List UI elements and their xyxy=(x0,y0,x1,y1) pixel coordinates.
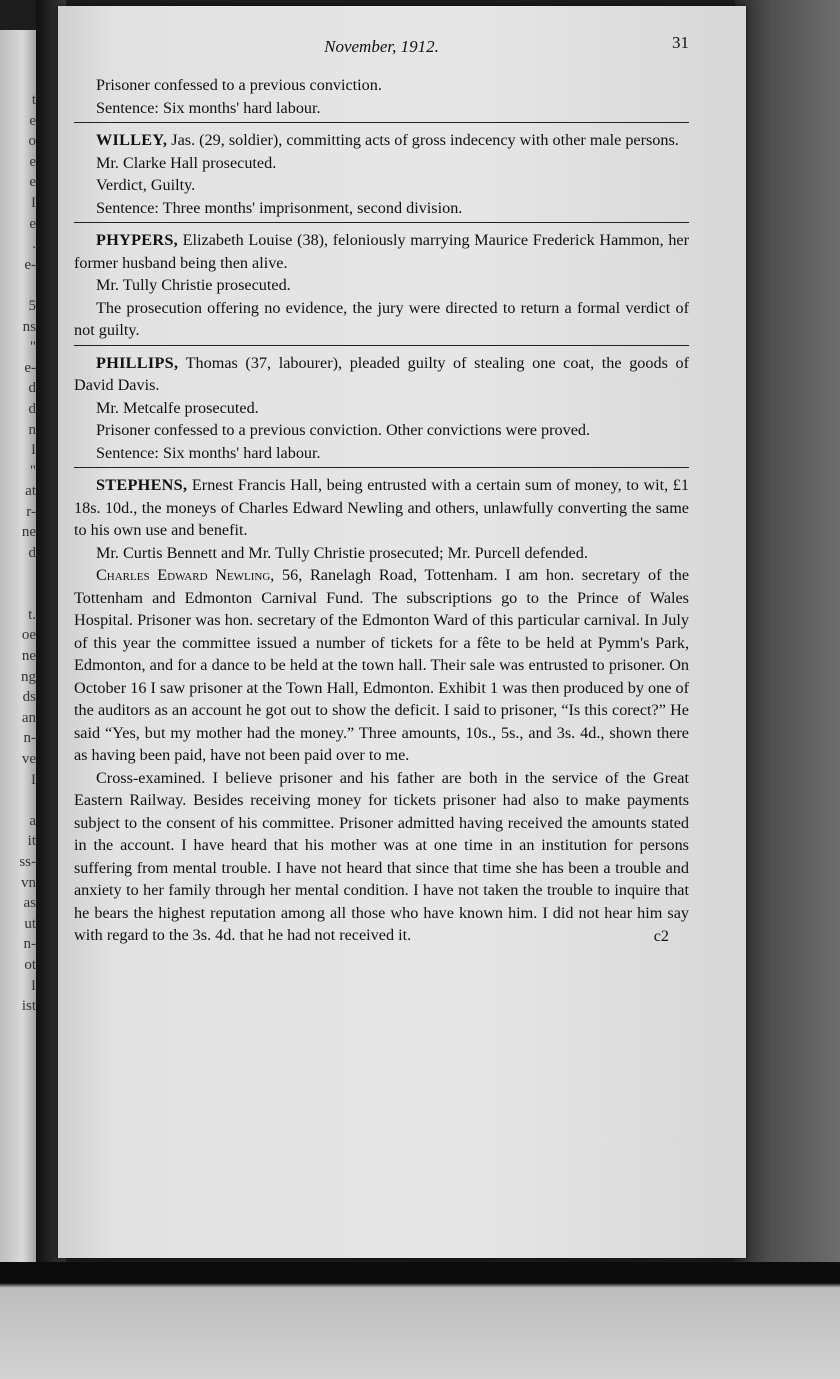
page-number: 31 xyxy=(672,33,689,52)
facing-page-fragment: n xyxy=(28,421,36,438)
facing-page-fragment: a xyxy=(29,812,36,829)
facing-page-fragment: d xyxy=(28,380,36,397)
case-line: Mr. Curtis Bennett and Mr. Tully Christie prosecuted; Mr. Purcell defended. xyxy=(96,543,588,562)
facing-page-fragment: an xyxy=(21,709,36,726)
facing-page-fragment: ss- xyxy=(19,853,36,870)
signature-mark: c2 xyxy=(653,926,669,945)
witness-testimony xyxy=(74,564,689,767)
facing-page-fragment: ne xyxy=(21,524,36,541)
facing-page-fragment: ns xyxy=(22,318,36,335)
facing-page-fragment: I xyxy=(31,194,36,211)
book-page xyxy=(58,6,746,1258)
facing-page-fragment: I xyxy=(31,771,36,788)
facing-page-fragment: n- xyxy=(23,730,36,747)
facing-page-fragment: ne xyxy=(21,648,36,665)
facing-page-fragment xyxy=(2,790,36,811)
defendant-name: PHILLIPS, xyxy=(96,353,179,372)
facing-page-fragment: e xyxy=(29,153,36,170)
facing-page-edge-text xyxy=(2,90,36,1017)
case-line: The prosecution offering no evidence, the jury were directed to return a formal verdict of not guilty. xyxy=(74,298,689,339)
facing-page-fragment: at xyxy=(25,483,36,500)
case-heading xyxy=(74,129,689,152)
scan-background-right xyxy=(735,0,840,1379)
charge-text: Ernest Francis Hall, being entrusted with a certain sum of money, to wit, £1 18s. 10d., the moneys of Charles Edward Newling and others, unlawfully converting the same to his own use and benefit. xyxy=(74,476,689,539)
defendant-name: STEPHENS, xyxy=(96,476,188,494)
continued-paragraph: Prisoner confessed to a previous conviction. xyxy=(96,76,382,94)
facing-page-fragment xyxy=(2,275,36,296)
case-heading xyxy=(74,474,689,542)
page-date-title: November, 1912. xyxy=(324,37,439,56)
case-line: Sentence: Six months' hard labour. xyxy=(96,443,321,462)
defendant-name: WILLEY, xyxy=(96,131,168,149)
case-line: Mr. Metcalfe prosecuted. xyxy=(96,398,259,417)
case-divider xyxy=(74,222,689,223)
case-heading xyxy=(74,229,689,274)
facing-page-fragment: I xyxy=(31,442,36,459)
facing-page-fragment: d xyxy=(28,545,36,562)
continued-sentence: Sentence: Six months' hard labour. xyxy=(96,98,321,117)
facing-page-fragment: t. xyxy=(28,606,36,623)
facing-page-fragment: e- xyxy=(24,359,36,376)
case-line: Sentence: Three months' imprisonment, second division. xyxy=(96,198,463,217)
facing-page-fragment: . xyxy=(32,236,36,253)
facing-page-fragment: 5 xyxy=(28,297,36,314)
charge-text: Elizabeth Louise (38), feloniously marrying Maurice Frederick Hammon, her former husband being then alive. xyxy=(74,231,689,272)
facing-page-fragment: t xyxy=(31,92,36,108)
facing-page-fragment: r- xyxy=(26,503,36,520)
facing-page-fragment: ve xyxy=(21,751,36,767)
facing-page-fragment: ist xyxy=(21,998,36,1015)
cross-examination: Cross-examined. I believe prisoner and his father are both in the service of the Great Eastern Railway. Besides receiving money for tickets prisoner had also to make payments subject to the consent of his committee. Prisoner admitted having received the amounts stated in the account. I have heard that his mother was at one time in an institution for persons suffering from mental trouble. I have not heard that since that time she has been a trouble and anxiety to her family through her mental condition. I have not taken the trouble to inquire that he bears the highest reputation among all those who have known him. I did not hear him say with regard to the 3s. 4d. that he had not received it. xyxy=(74,768,689,944)
case-line: Prisoner confessed to a previous conviction. Other convictions were proved. xyxy=(96,421,591,439)
facing-page-fragment: " xyxy=(29,339,36,356)
case-divider xyxy=(74,122,689,123)
facing-page-fragment: e- xyxy=(24,256,36,273)
facing-page-fragment: I xyxy=(31,977,36,994)
scan-background-bottom xyxy=(0,1262,840,1379)
facing-page-fragment: oe xyxy=(21,627,36,644)
charge-text: Jas. (29, soldier), committing acts of gross indecency with other male persons. xyxy=(167,131,679,149)
facing-page-fragment: as xyxy=(23,895,36,912)
running-head xyxy=(74,33,689,74)
facing-page-fragment: ng xyxy=(21,668,36,685)
facing-page-fragment: e xyxy=(29,215,36,232)
case-line: Mr. Tully Christie prosecuted. xyxy=(96,276,291,294)
case-divider xyxy=(74,345,689,346)
facing-page-fragment: ds xyxy=(22,689,36,706)
facing-page-fragment: ot xyxy=(24,956,36,973)
witness-name: Charles Edward Newling, xyxy=(96,566,275,584)
facing-page-fragment: e xyxy=(29,174,36,191)
case-divider xyxy=(74,467,689,468)
case-heading xyxy=(74,352,689,397)
witness-text: 56, Ranelagh Road, Tottenham. I am hon. secretary of the Tottenham and Edmonton Carnival Fund. The subscriptions go to the Prince of Wales Hospital. Prisoner was hon. secretary of the Edmonton Ward of this particular carnival. In July of this year the committee issued a number of tickets for a fête to be held at Pymm's Park, Edmonton, and for a dance to be held at the town hall. Their sale was entrusted to prisoner. On October 16 I saw prisoner at the Town Hall, Edmonton. Exhibit 1 was then produced by one of the auditors as an account he got out to show the deficit. I said to prisoner, “Is this corect?” He said “Yes, but my mother had the money.” Three amounts, 10s., 5s., and 3s. 4d., shown there as having been paid, have not been paid over to me. xyxy=(74,566,689,764)
case-line: Mr. Clarke Hall prosecuted. xyxy=(96,153,277,172)
charge-text: Thomas (37, labourer), pleaded guilty of stealing one coat, the goods of David Davis. xyxy=(74,353,689,394)
facing-page-fragment xyxy=(2,564,36,585)
case-line: Verdict, Guilty. xyxy=(96,176,196,194)
facing-page-fragment: vn xyxy=(21,874,36,891)
facing-page-fragment: o xyxy=(28,133,36,150)
facing-page-fragment: it xyxy=(27,833,36,850)
facing-page-fragment: d xyxy=(28,400,36,417)
defendant-name: PHYPERS, xyxy=(96,231,178,249)
facing-page-fragment: ut xyxy=(24,915,36,932)
facing-page-fragment: e xyxy=(29,112,36,129)
facing-page-fragment xyxy=(2,584,36,605)
facing-page-fragment: " xyxy=(29,462,36,479)
page-content xyxy=(74,33,689,947)
facing-page-fragment: n- xyxy=(23,936,36,953)
facing-page xyxy=(0,30,38,1270)
